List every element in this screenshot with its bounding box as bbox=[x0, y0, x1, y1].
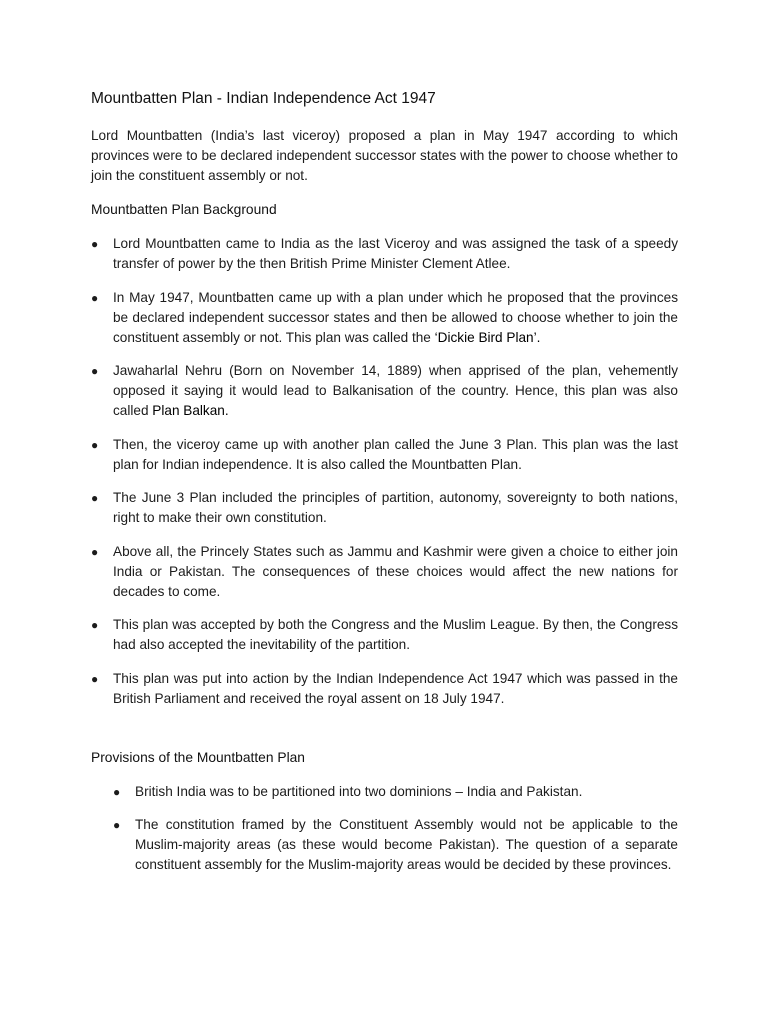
list-item-text: Above all, the Princely States such as Jammu and Kashmir were given a choice to either join India or Pakistan. The consequences of these choices would affect the new nations for decades to come. bbox=[113, 543, 678, 599]
list-item-text: The constitution framed by the Constituent Assembly would not be applicable to the Muslim-majority areas (as these would become Pakistan). The question of a separate constituent assembly for the Muslim-majority areas would be decided by these provinces. bbox=[135, 817, 678, 872]
list-item bbox=[113, 815, 678, 875]
provisions-list bbox=[91, 782, 678, 876]
provisions-section bbox=[91, 748, 678, 876]
highlight-text: ‘Dickie Bird Plan’. bbox=[434, 329, 541, 345]
list-item bbox=[91, 361, 678, 421]
background-heading: Mountbatten Plan Background bbox=[91, 202, 277, 217]
list-item-text: Then, the viceroy came up with another plan called the June 3 Plan. This plan was the last plan for Indian independence. It is also called the Mountbatten Plan. bbox=[113, 436, 678, 472]
list-item-text: In May 1947, Mountbatten came up with a plan under which he proposed that the provinces be declared independent successor states and then be allowed to choose whether to join the constituent assembly or not. This plan was called the bbox=[113, 289, 678, 345]
highlight-text: Plan Balkan. bbox=[152, 403, 229, 418]
list-item-text: The June 3 Plan included the principles of partition, autonomy, sovereignty to both nations, right to make their own constitution. bbox=[113, 490, 678, 525]
bullet-icon: ● bbox=[91, 237, 99, 251]
list-item bbox=[113, 782, 678, 802]
bullet-icon: ● bbox=[91, 491, 99, 505]
document-page bbox=[91, 88, 678, 889]
provisions-heading: Provisions of the Mountbatten Plan bbox=[91, 749, 305, 765]
list-item-text: This plan was put into action by the Indian Independence Act 1947 which was passed in the British Parliament and received the royal assent on 18 July 1947. bbox=[113, 670, 678, 706]
list-item-text: Jawaharlal Nehru (Born on November 14, 1889) when apprised of the plan, vehemently opposed it saying it would lead to Balkanisation of the country. Hence, this plan was also called bbox=[113, 363, 678, 418]
background-list bbox=[91, 234, 678, 709]
list-item bbox=[91, 669, 678, 709]
intro-paragraph: Lord Mountbatten (India’s last viceroy) proposed a plan in May 1947 according to which provinces were to be declared independent successor states with the power to choose whether to join the constituent assembly or not. bbox=[91, 128, 678, 183]
list-item-text: This plan was accepted by both the Congress and the Muslim League. By then, the Congress had also accepted the inevitability of the partition. bbox=[113, 617, 678, 652]
list-item bbox=[91, 234, 678, 274]
bullet-icon: ● bbox=[91, 618, 99, 632]
list-item bbox=[91, 615, 678, 655]
list-item bbox=[91, 288, 678, 348]
list-item-text: Lord Mountbatten came to India as the last Viceroy and was assigned the task of a speedy transfer of power by the then British Prime Minister Clement Atlee. bbox=[113, 236, 678, 271]
list-item bbox=[91, 488, 678, 528]
page-title: Mountbatten Plan - Indian Independence Act 1947 bbox=[91, 90, 436, 107]
list-item bbox=[91, 542, 678, 602]
bullet-icon: ● bbox=[91, 290, 99, 305]
bullet-icon: ● bbox=[113, 784, 121, 799]
bullet-icon: ● bbox=[91, 437, 99, 452]
list-item bbox=[91, 435, 678, 475]
bullet-icon: ● bbox=[91, 364, 99, 378]
bullet-icon: ● bbox=[91, 544, 99, 559]
list-item-text: British India was to be partitioned into two dominions – India and Pakistan. bbox=[135, 783, 583, 799]
bullet-icon: ● bbox=[113, 818, 121, 832]
bullet-icon: ● bbox=[91, 671, 99, 686]
